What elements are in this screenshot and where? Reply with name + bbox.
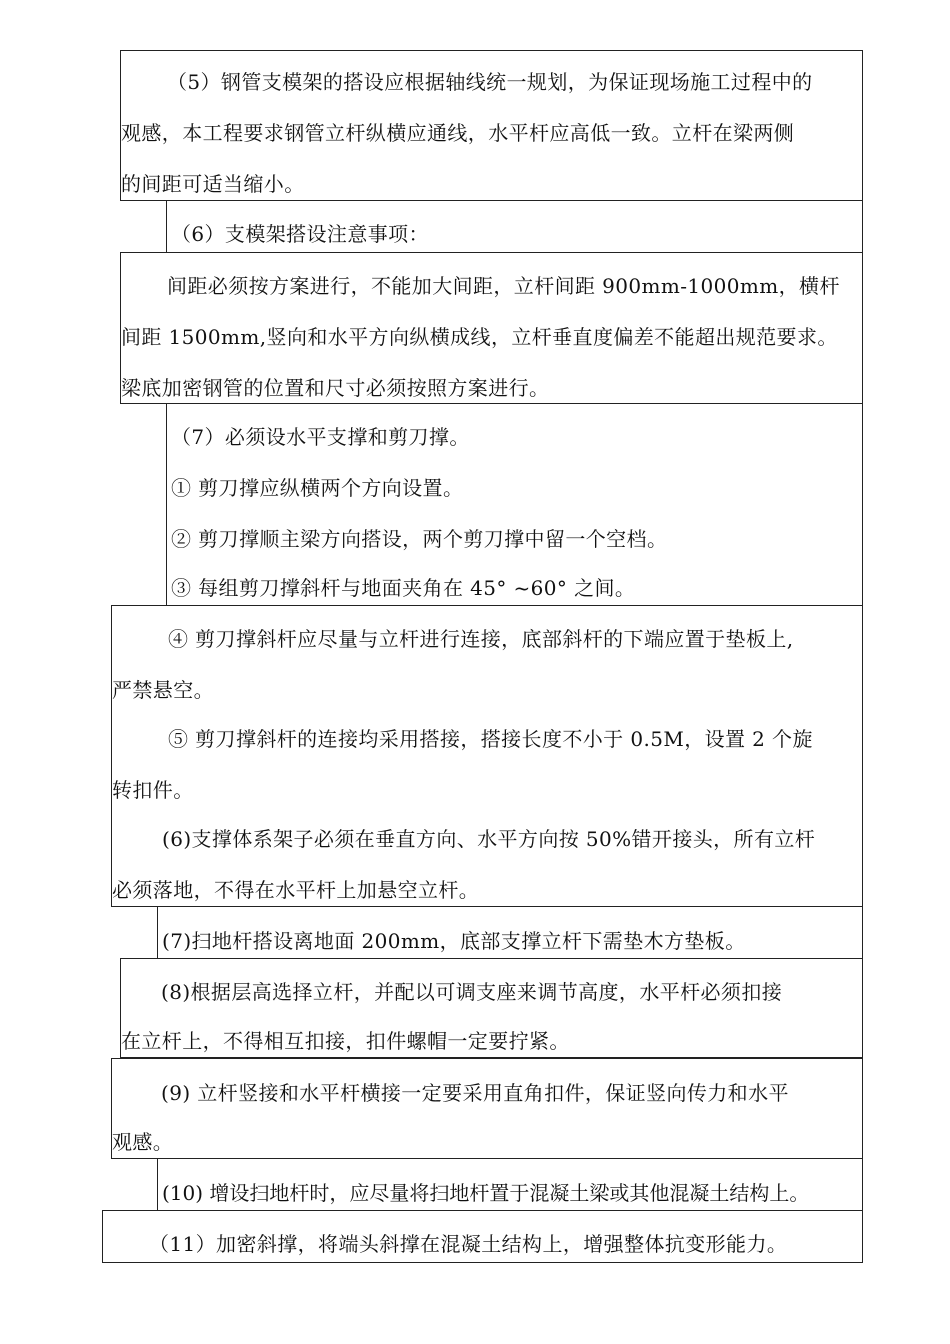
section-6-heading: （6）支模架搭设注意事项： bbox=[171, 222, 429, 246]
item-4-line-1: ④ 剪刀撑斜杆应尽量与立杆进行连接，底部斜杆的下端应置于垫板上, bbox=[168, 627, 794, 651]
section-7-item-2: ② 剪刀撑顺主梁方向搭设，两个剪刀撑中留一个空档。 bbox=[171, 527, 668, 551]
section-6-body-cell bbox=[120, 252, 863, 404]
section-6-body-line-1: 间距必须按方案进行，不能加大间距，立杆间距 900mm-1000mm，横杆 bbox=[167, 274, 840, 298]
paragraph-8-line-2: 在立杆上，不得相互扣接，扣件螺帽一定要拧紧。 bbox=[121, 1029, 570, 1053]
section-7-item-1: ① 剪刀撑应纵横两个方向设置。 bbox=[171, 476, 464, 500]
paragraph-8-cell bbox=[120, 958, 863, 1058]
paragraph-9-line-2: 观感。 bbox=[112, 1130, 174, 1154]
section-6-body-line-2: 间距 1500mm,竖向和水平方向纵横成线，立杆垂直度偏差不能超出规范要求。 bbox=[121, 325, 838, 349]
paragraph-11-cell bbox=[102, 1210, 863, 1263]
paragraph-8-line-1: (8)根据层高选择立杆，并配以可调支座来调节高度，水平杆必须扣接 bbox=[161, 980, 783, 1004]
section-6-heading-cell bbox=[166, 200, 863, 253]
section-6-body-line-3: 梁底加密钢管的位置和尺寸必须按照方案进行。 bbox=[121, 376, 550, 400]
section-5-cell bbox=[120, 50, 863, 201]
section-5-line-1: （5）钢管支模架的搭设应根据轴线统一规划，为保证现场施工过程中的 bbox=[167, 70, 813, 94]
paragraph-9-cell bbox=[111, 1058, 863, 1159]
section-5-line-3: 的间距可适当缩小。 bbox=[121, 172, 305, 196]
item-5-line-2: 转扣件。 bbox=[112, 778, 194, 802]
section-7-item-3: ③ 每组剪刀撑斜杆与地面夹角在 45° ~60° 之间。 bbox=[171, 576, 636, 600]
section-7-heading: （7）必须设水平支撑和剪刀撑。 bbox=[171, 425, 470, 449]
paragraph-9-line-1: (9) 立杆竖接和水平杆横接一定要采用直角扣件，保证竖向传力和水平 bbox=[161, 1081, 789, 1105]
paragraph-6-line-2: 必须落地，不得在水平杆上加悬空立杆。 bbox=[112, 878, 480, 902]
item-5-line-1: ⑤ 剪刀撑斜杆的连接均采用搭接，搭接长度不小于 0.5M，设置 2 个旋 bbox=[168, 727, 813, 751]
paragraph-10-cell bbox=[157, 1158, 863, 1211]
paragraph-6-line-1: (6)支撑体系架子必须在垂直方向、水平方向按 50%错开接头，所有立杆 bbox=[162, 827, 816, 851]
paragraph-7: (7)扫地杆搭设离地面 200mm，底部支撑立杆下需垫木方垫板。 bbox=[162, 929, 746, 953]
section-large-cell bbox=[111, 605, 863, 907]
paragraph-10: (10) 增设扫地杆时，应尽量将扫地杆置于混凝土梁或其他混凝土结构上。 bbox=[162, 1181, 810, 1205]
paragraph-7-cell bbox=[157, 906, 863, 959]
paragraph-11: （11）加密斜撑，将端头斜撑在混凝土结构上，增强整体抗变形能力。 bbox=[149, 1232, 788, 1256]
section-5-line-2: 观感，本工程要求钢管立杆纵横应通线，水平杆应高低一致。立杆在梁两侧 bbox=[121, 121, 795, 145]
item-4-line-2: 严禁悬空。 bbox=[112, 678, 214, 702]
section-7-cell bbox=[166, 403, 863, 606]
